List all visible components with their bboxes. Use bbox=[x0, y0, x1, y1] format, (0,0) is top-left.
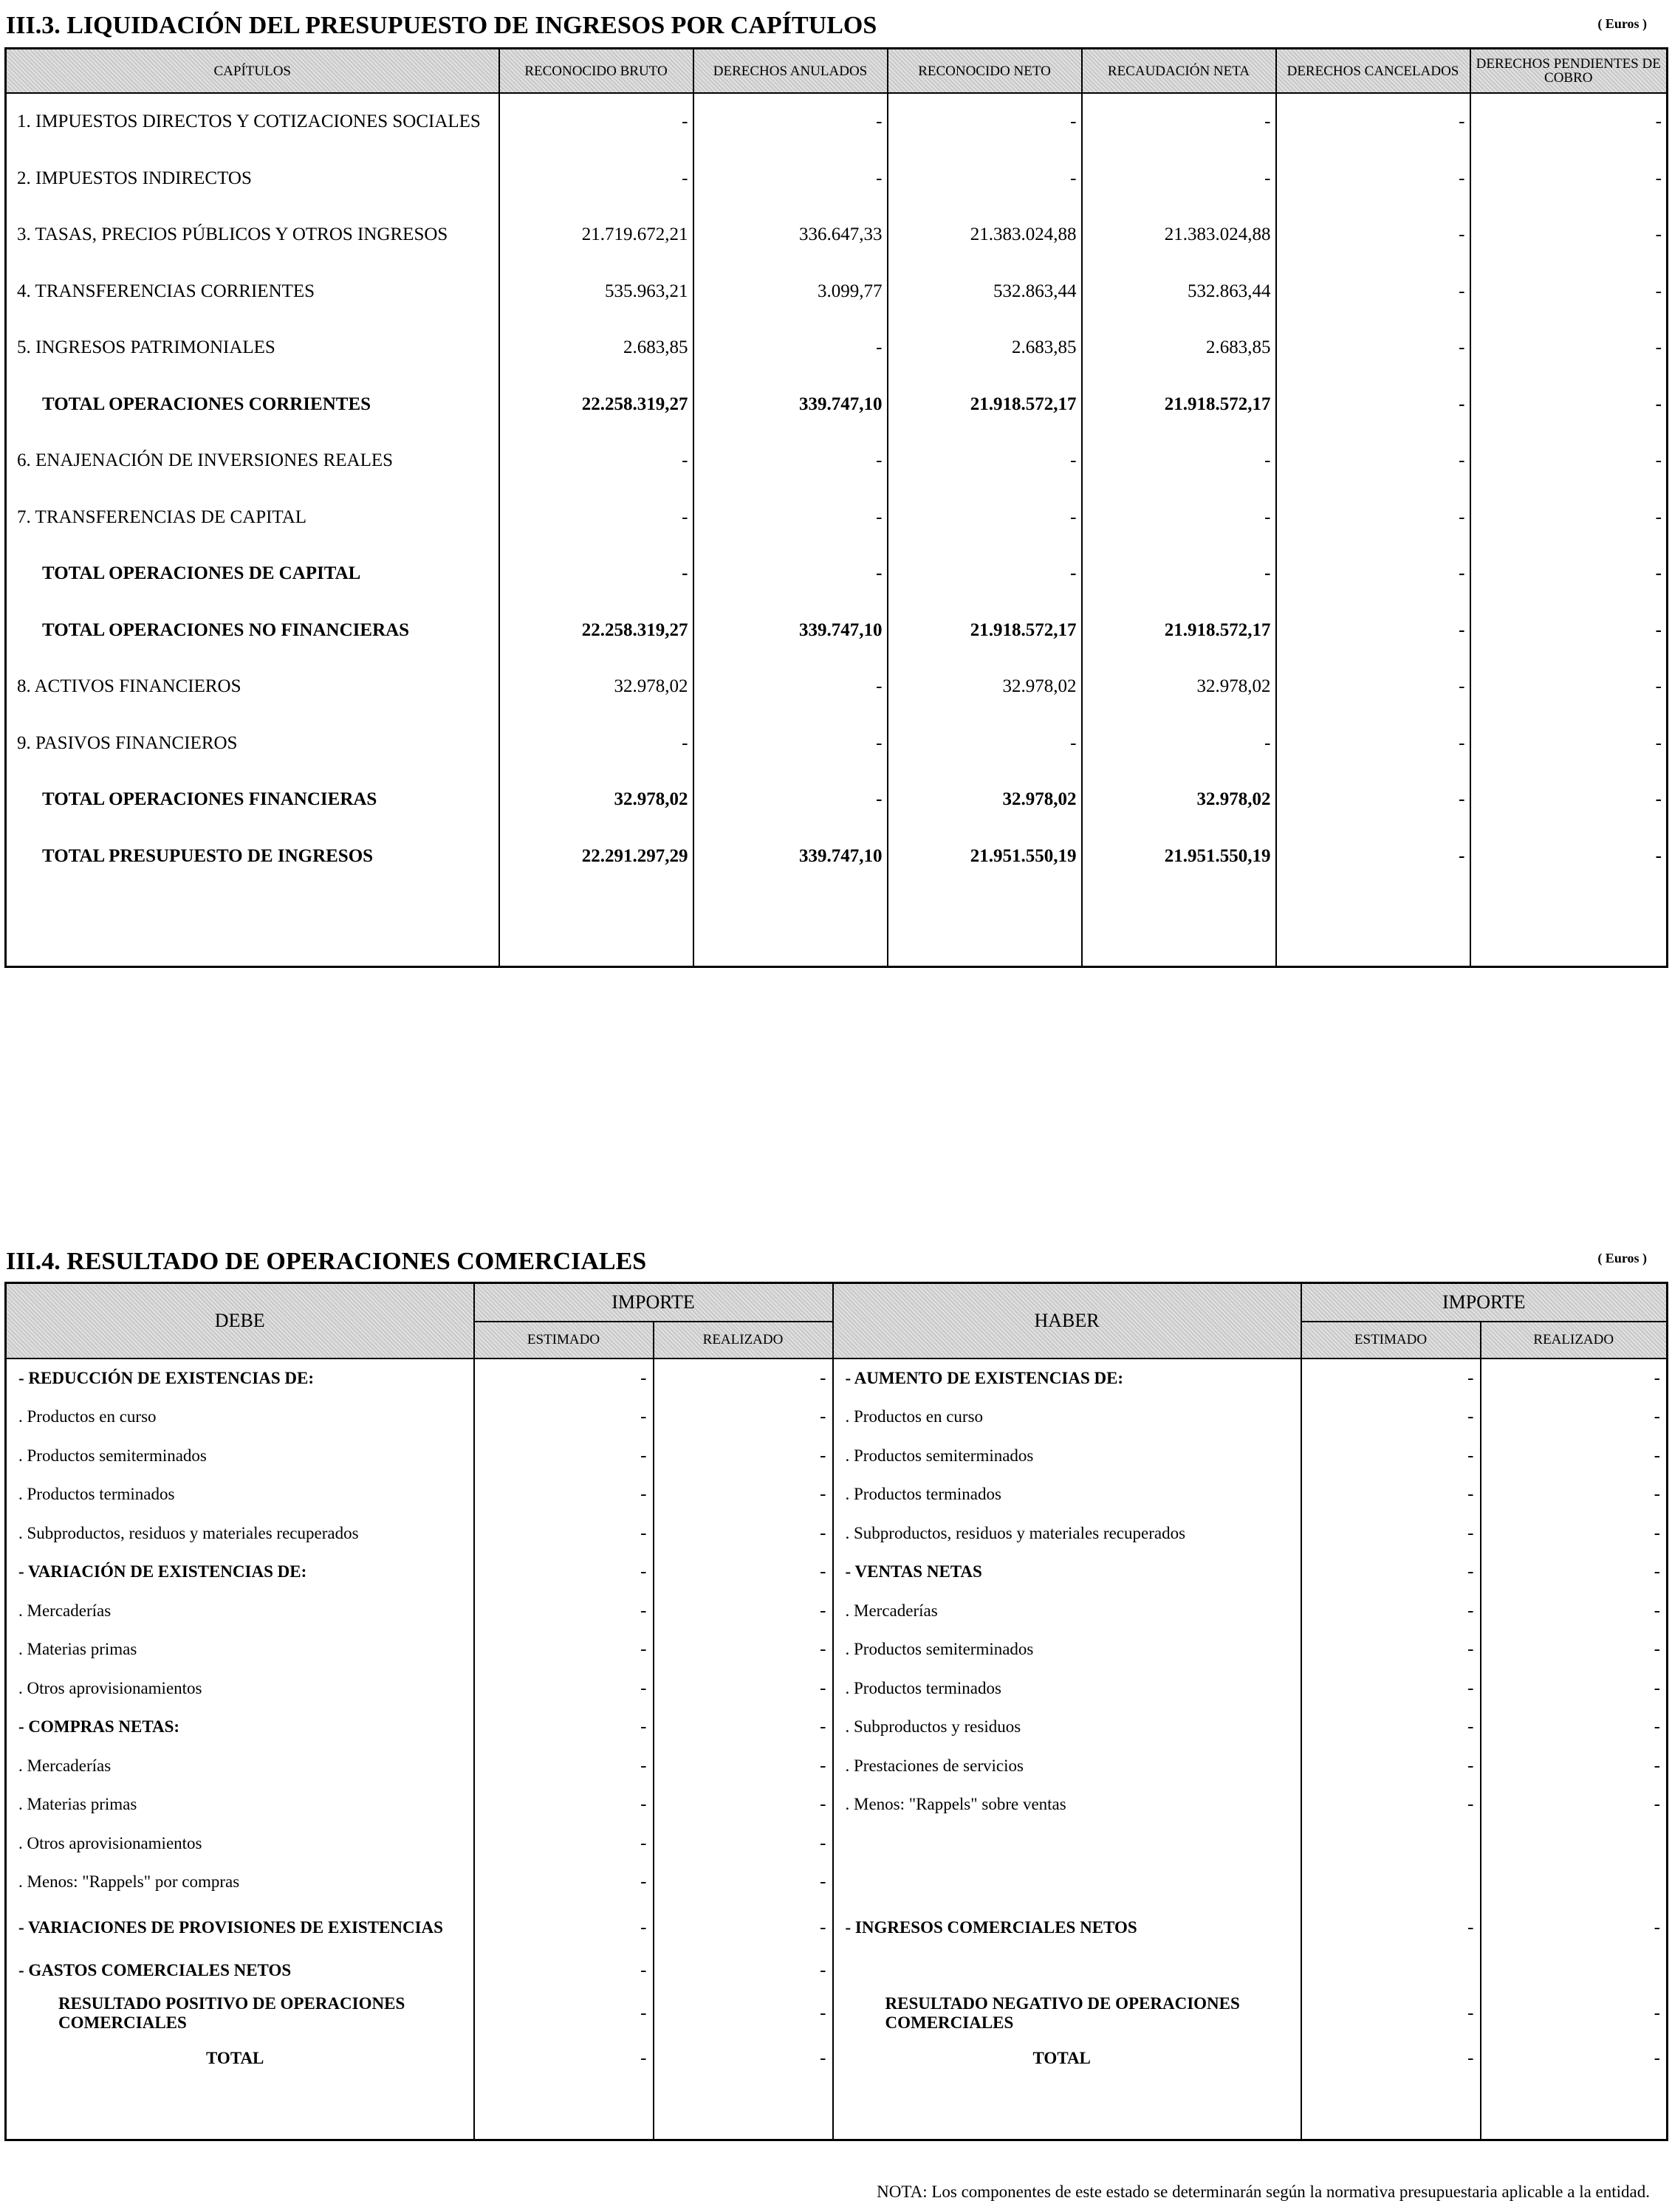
header-estimado-haber: ESTIMADO bbox=[1301, 1322, 1481, 1359]
budget-row-label: 2. IMPUESTOS INDIRECTOS bbox=[6, 151, 499, 207]
debe-estimado: - bbox=[474, 1824, 654, 1864]
budget-cell: - bbox=[1276, 772, 1470, 828]
budget-cell: - bbox=[1276, 602, 1470, 659]
header-realizado-haber: REALIZADO bbox=[1481, 1322, 1668, 1359]
budget-cell: 2.683,85 bbox=[888, 320, 1082, 377]
haber-realizado bbox=[1481, 1824, 1668, 1864]
haber-estimado: - bbox=[1301, 1988, 1481, 2039]
debe-realizado: - bbox=[654, 1437, 833, 1476]
debe-realizado: - bbox=[654, 1514, 833, 1553]
commercial-operations-table bbox=[4, 1282, 1668, 2141]
debe-estimado: - bbox=[474, 1708, 654, 1747]
haber-realizado: - bbox=[1481, 1630, 1668, 1669]
budget-cell: - bbox=[499, 490, 693, 546]
debe-estimado: - bbox=[474, 1785, 654, 1824]
budget-cell: - bbox=[693, 490, 888, 546]
debe-realizado: - bbox=[654, 1988, 833, 2039]
debe-label: TOTAL bbox=[6, 2039, 474, 2078]
budget-row-label: 3. TASAS, PRECIOS PÚBLICOS Y OTROS INGRESOS bbox=[6, 207, 499, 264]
debe-realizado: - bbox=[654, 1863, 833, 1902]
empty-cell bbox=[499, 885, 693, 967]
budget-cell: 339.747,10 bbox=[693, 828, 888, 885]
debe-label: . Materias primas bbox=[6, 1785, 474, 1824]
footnote: NOTA: Los componentes de este estado se determinarán según la normativa presupuestaria aplicable a la entidad. bbox=[877, 2182, 1650, 2201]
commercial-row bbox=[6, 1988, 1668, 2039]
haber-estimado: - bbox=[1301, 1708, 1481, 1747]
budget-row bbox=[6, 320, 1668, 377]
budget-cell: 21.719.672,21 bbox=[499, 207, 693, 264]
budget-row bbox=[6, 151, 1668, 207]
budget-cell: - bbox=[499, 715, 693, 772]
commercial-empty-row bbox=[6, 2078, 1668, 2140]
budget-cell: - bbox=[1276, 377, 1470, 433]
debe-realizado: - bbox=[654, 1708, 833, 1747]
budget-row-label: TOTAL OPERACIONES FINANCIERAS bbox=[6, 772, 499, 828]
header-importe-haber: IMPORTE bbox=[1301, 1283, 1668, 1322]
haber-label: RESULTADO NEGATIVO DE OPERACIONES COMERCIALES bbox=[833, 1988, 1301, 2039]
budget-row bbox=[6, 264, 1668, 320]
budget-cell: - bbox=[1470, 151, 1668, 207]
debe-realizado: - bbox=[654, 1398, 833, 1437]
haber-label bbox=[833, 1863, 1301, 1902]
debe-estimado: - bbox=[474, 2039, 654, 2078]
debe-realizado: - bbox=[654, 1902, 833, 1954]
header-recaudacion-neta: RECAUDACIÓN NETA bbox=[1082, 49, 1276, 94]
haber-label: - AUMENTO DE EXISTENCIAS DE: bbox=[833, 1359, 1301, 1398]
haber-realizado: - bbox=[1481, 1553, 1668, 1592]
budget-cell: 22.291.297,29 bbox=[499, 828, 693, 885]
debe-label: . Mercaderías bbox=[6, 1747, 474, 1786]
budget-cell: - bbox=[1082, 433, 1276, 490]
haber-estimado: - bbox=[1301, 1902, 1481, 1954]
debe-estimado: - bbox=[474, 1902, 654, 1954]
budget-cell: - bbox=[1470, 659, 1668, 715]
header-derechos-cancelados: DERECHOS CANCELADOS bbox=[1276, 49, 1470, 94]
budget-cell: - bbox=[1470, 433, 1668, 490]
commercial-row bbox=[6, 1630, 1668, 1669]
haber-estimado: - bbox=[1301, 1553, 1481, 1592]
budget-row bbox=[6, 602, 1668, 659]
header-estimado-debe: ESTIMADO bbox=[474, 1322, 654, 1359]
haber-realizado: - bbox=[1481, 1398, 1668, 1437]
budget-cell: - bbox=[1082, 151, 1276, 207]
budget-cell: 535.963,21 bbox=[499, 264, 693, 320]
commercial-header-row-1 bbox=[6, 1283, 1668, 1322]
haber-estimado: - bbox=[1301, 1592, 1481, 1631]
haber-realizado: - bbox=[1481, 1437, 1668, 1476]
budget-cell: 2.683,85 bbox=[499, 320, 693, 377]
budget-row-label: 4. TRANSFERENCIAS CORRIENTES bbox=[6, 264, 499, 320]
budget-cell: - bbox=[1276, 715, 1470, 772]
budget-cell: - bbox=[693, 772, 888, 828]
haber-realizado: - bbox=[1481, 1785, 1668, 1824]
budget-row bbox=[6, 433, 1668, 490]
haber-estimado: - bbox=[1301, 1398, 1481, 1437]
haber-realizado bbox=[1481, 1863, 1668, 1902]
budget-cell: 21.918.572,17 bbox=[1082, 377, 1276, 433]
haber-label: . Mercaderías bbox=[833, 1592, 1301, 1631]
commercial-row bbox=[6, 1902, 1668, 1954]
haber-label: . Productos semiterminados bbox=[833, 1437, 1301, 1476]
budget-cell: 21.951.550,19 bbox=[1082, 828, 1276, 885]
debe-label: . Productos terminados bbox=[6, 1475, 474, 1514]
header-derechos-anulados: DERECHOS ANULADOS bbox=[693, 49, 888, 94]
header-reconocido-neto: RECONOCIDO NETO bbox=[888, 49, 1082, 94]
haber-label: - INGRESOS COMERCIALES NETOS bbox=[833, 1902, 1301, 1954]
commercial-row bbox=[6, 1708, 1668, 1747]
budget-row-label: 1. IMPUESTOS DIRECTOS Y COTIZACIONES SOCIALES bbox=[6, 93, 499, 151]
empty-cell bbox=[693, 885, 888, 967]
haber-label: . Productos terminados bbox=[833, 1475, 1301, 1514]
budget-cell: - bbox=[1276, 320, 1470, 377]
haber-label: . Subproductos, residuos y materiales recuperados bbox=[833, 1514, 1301, 1553]
budget-row bbox=[6, 659, 1668, 715]
debe-realizado: - bbox=[654, 1475, 833, 1514]
debe-estimado: - bbox=[474, 1954, 654, 1988]
income-budget-header-row bbox=[6, 49, 1668, 94]
income-budget-table bbox=[4, 47, 1668, 968]
debe-realizado: - bbox=[654, 1824, 833, 1864]
budget-cell: - bbox=[1276, 546, 1470, 602]
budget-cell: 22.258.319,27 bbox=[499, 602, 693, 659]
debe-estimado: - bbox=[474, 1398, 654, 1437]
budget-cell: - bbox=[888, 490, 1082, 546]
budget-cell: 339.747,10 bbox=[693, 602, 888, 659]
budget-cell: - bbox=[1470, 320, 1668, 377]
empty-cell bbox=[1082, 885, 1276, 967]
haber-estimado: - bbox=[1301, 1747, 1481, 1786]
budget-cell: 32.978,02 bbox=[499, 659, 693, 715]
debe-label: - VARIACIÓN DE EXISTENCIAS DE: bbox=[6, 1553, 474, 1592]
haber-realizado: - bbox=[1481, 1592, 1668, 1631]
haber-realizado: - bbox=[1481, 1514, 1668, 1553]
budget-cell: 32.978,02 bbox=[1082, 772, 1276, 828]
haber-realizado bbox=[1481, 1954, 1668, 1988]
debe-label: . Productos semiterminados bbox=[6, 1437, 474, 1476]
debe-realizado: - bbox=[654, 1747, 833, 1786]
empty-cell bbox=[888, 885, 1082, 967]
debe-estimado: - bbox=[474, 1669, 654, 1708]
commercial-row bbox=[6, 1747, 1668, 1786]
empty-cell bbox=[833, 2078, 1301, 2140]
haber-label: . Productos terminados bbox=[833, 1669, 1301, 1708]
budget-cell: - bbox=[1276, 659, 1470, 715]
budget-row bbox=[6, 828, 1668, 885]
haber-label bbox=[833, 1824, 1301, 1864]
commercial-row bbox=[6, 2039, 1668, 2078]
budget-cell: - bbox=[693, 433, 888, 490]
budget-cell: - bbox=[693, 546, 888, 602]
empty-cell bbox=[1276, 885, 1470, 967]
haber-estimado: - bbox=[1301, 2039, 1481, 2078]
haber-label: . Productos semiterminados bbox=[833, 1630, 1301, 1669]
commercial-row bbox=[6, 1863, 1668, 1902]
header-importe-debe: IMPORTE bbox=[474, 1283, 833, 1322]
budget-cell: - bbox=[499, 93, 693, 151]
budget-row-label: 7. TRANSFERENCIAS DE CAPITAL bbox=[6, 490, 499, 546]
debe-estimado: - bbox=[474, 1630, 654, 1669]
debe-realizado: - bbox=[654, 1553, 833, 1592]
haber-estimado: - bbox=[1301, 1514, 1481, 1553]
debe-realizado: - bbox=[654, 1785, 833, 1824]
header-debe: DEBE bbox=[6, 1283, 474, 1359]
budget-row bbox=[6, 207, 1668, 264]
budget-row-label: 6. ENAJENACIÓN DE INVERSIONES REALES bbox=[6, 433, 499, 490]
haber-realizado: - bbox=[1481, 1988, 1668, 2039]
debe-label: . Materias primas bbox=[6, 1630, 474, 1669]
section4-title: III.4. RESULTADO DE OPERACIONES COMERCIALES bbox=[6, 1248, 647, 1275]
budget-cell: - bbox=[1470, 377, 1668, 433]
debe-estimado: - bbox=[474, 1592, 654, 1631]
haber-label: . Productos en curso bbox=[833, 1398, 1301, 1437]
debe-realizado: - bbox=[654, 1359, 833, 1398]
haber-label: TOTAL bbox=[833, 2039, 1301, 2078]
commercial-row bbox=[6, 1437, 1668, 1476]
haber-realizado: - bbox=[1481, 1902, 1668, 1954]
haber-estimado: - bbox=[1301, 1630, 1481, 1669]
debe-label: . Productos en curso bbox=[6, 1398, 474, 1437]
budget-cell: - bbox=[888, 93, 1082, 151]
budget-cell: - bbox=[1470, 715, 1668, 772]
debe-realizado: - bbox=[654, 1954, 833, 1988]
haber-estimado: - bbox=[1301, 1785, 1481, 1824]
debe-label: . Mercaderías bbox=[6, 1592, 474, 1631]
debe-estimado: - bbox=[474, 1863, 654, 1902]
budget-cell: - bbox=[1470, 490, 1668, 546]
budget-cell: 21.918.572,17 bbox=[888, 602, 1082, 659]
budget-cell: - bbox=[1470, 546, 1668, 602]
debe-estimado: - bbox=[474, 1359, 654, 1398]
commercial-row bbox=[6, 1669, 1668, 1708]
budget-cell: - bbox=[1470, 93, 1668, 151]
debe-label: - VARIACIONES DE PROVISIONES DE EXISTENCIAS bbox=[6, 1902, 474, 1954]
budget-cell: 21.383.024,88 bbox=[888, 207, 1082, 264]
budget-cell: - bbox=[693, 715, 888, 772]
budget-cell: - bbox=[1276, 828, 1470, 885]
debe-realizado: - bbox=[654, 1630, 833, 1669]
budget-cell: 32.978,02 bbox=[888, 659, 1082, 715]
budget-row bbox=[6, 546, 1668, 602]
budget-cell: 532.863,44 bbox=[888, 264, 1082, 320]
budget-row-label: TOTAL OPERACIONES CORRIENTES bbox=[6, 377, 499, 433]
budget-cell: 21.918.572,17 bbox=[888, 377, 1082, 433]
budget-cell: 21.918.572,17 bbox=[1082, 602, 1276, 659]
budget-row bbox=[6, 772, 1668, 828]
empty-cell bbox=[654, 2078, 833, 2140]
commercial-row bbox=[6, 1592, 1668, 1631]
budget-cell: - bbox=[888, 715, 1082, 772]
haber-label: . Subproductos y residuos bbox=[833, 1708, 1301, 1747]
haber-estimado: - bbox=[1301, 1437, 1481, 1476]
commercial-row bbox=[6, 1514, 1668, 1553]
budget-cell: - bbox=[1276, 151, 1470, 207]
budget-cell: - bbox=[693, 151, 888, 207]
budget-cell: 339.747,10 bbox=[693, 377, 888, 433]
haber-estimado bbox=[1301, 1824, 1481, 1864]
haber-realizado: - bbox=[1481, 1475, 1668, 1514]
empty-cell bbox=[1470, 885, 1668, 967]
header-derechos-pendientes: DERECHOS PENDIENTES DE COBRO bbox=[1470, 49, 1668, 94]
haber-realizado: - bbox=[1481, 1359, 1668, 1398]
budget-row-label: 9. PASIVOS FINANCIEROS bbox=[6, 715, 499, 772]
debe-label: . Otros aprovisionamientos bbox=[6, 1669, 474, 1708]
budget-empty-row bbox=[6, 885, 1668, 967]
budget-row bbox=[6, 93, 1668, 151]
header-realizado-debe: REALIZADO bbox=[654, 1322, 833, 1359]
budget-cell: - bbox=[1276, 264, 1470, 320]
haber-estimado bbox=[1301, 1863, 1481, 1902]
haber-label: - VENTAS NETAS bbox=[833, 1553, 1301, 1592]
budget-cell: - bbox=[693, 659, 888, 715]
haber-label: . Prestaciones de servicios bbox=[833, 1747, 1301, 1786]
budget-cell: - bbox=[1470, 602, 1668, 659]
haber-estimado: - bbox=[1301, 1359, 1481, 1398]
debe-realizado: - bbox=[654, 1592, 833, 1631]
budget-cell: - bbox=[888, 433, 1082, 490]
section3-title: III.3. LIQUIDACIÓN DEL PRESUPUESTO DE INGRESOS POR CAPÍTULOS bbox=[6, 12, 877, 39]
budget-cell: - bbox=[1082, 93, 1276, 151]
empty-cell bbox=[1301, 2078, 1481, 2140]
budget-cell: - bbox=[693, 93, 888, 151]
budget-row-label: 5. INGRESOS PATRIMONIALES bbox=[6, 320, 499, 377]
budget-cell: - bbox=[1276, 93, 1470, 151]
debe-estimado: - bbox=[474, 1437, 654, 1476]
empty-cell bbox=[474, 2078, 654, 2140]
commercial-row bbox=[6, 1954, 1668, 1988]
debe-realizado: - bbox=[654, 1669, 833, 1708]
budget-cell: - bbox=[693, 320, 888, 377]
budget-row-label: 8. ACTIVOS FINANCIEROS bbox=[6, 659, 499, 715]
commercial-row bbox=[6, 1359, 1668, 1398]
haber-realizado: - bbox=[1481, 1669, 1668, 1708]
debe-estimado: - bbox=[474, 1988, 654, 2039]
budget-cell: - bbox=[1276, 490, 1470, 546]
budget-cell: 22.258.319,27 bbox=[499, 377, 693, 433]
budget-row bbox=[6, 377, 1668, 433]
haber-label bbox=[833, 1954, 1301, 1988]
debe-label: - COMPRAS NETAS: bbox=[6, 1708, 474, 1747]
budget-cell: 21.951.550,19 bbox=[888, 828, 1082, 885]
empty-cell bbox=[6, 2078, 474, 2140]
budget-cell: - bbox=[1276, 433, 1470, 490]
budget-cell: - bbox=[1082, 715, 1276, 772]
header-capitulos: CAPÍTULOS bbox=[6, 49, 499, 94]
budget-cell: 532.863,44 bbox=[1082, 264, 1276, 320]
budget-row bbox=[6, 715, 1668, 772]
debe-label: . Subproductos, residuos y materiales recuperados bbox=[6, 1514, 474, 1553]
debe-estimado: - bbox=[474, 1747, 654, 1786]
commercial-row bbox=[6, 1824, 1668, 1864]
debe-estimado: - bbox=[474, 1475, 654, 1514]
debe-realizado: - bbox=[654, 2039, 833, 2078]
budget-cell: - bbox=[499, 151, 693, 207]
haber-realizado: - bbox=[1481, 2039, 1668, 2078]
haber-estimado bbox=[1301, 1954, 1481, 1988]
header-haber: HABER bbox=[833, 1283, 1301, 1359]
budget-cell: - bbox=[499, 433, 693, 490]
budget-cell: - bbox=[1470, 207, 1668, 264]
budget-cell: 21.383.024,88 bbox=[1082, 207, 1276, 264]
budget-cell: - bbox=[499, 546, 693, 602]
budget-cell: - bbox=[1276, 207, 1470, 264]
budget-cell: 32.978,02 bbox=[1082, 659, 1276, 715]
budget-row-label: TOTAL OPERACIONES NO FINANCIERAS bbox=[6, 602, 499, 659]
budget-cell: 32.978,02 bbox=[888, 772, 1082, 828]
budget-cell: 32.978,02 bbox=[499, 772, 693, 828]
haber-estimado: - bbox=[1301, 1475, 1481, 1514]
debe-estimado: - bbox=[474, 1553, 654, 1592]
budget-row-label: TOTAL OPERACIONES DE CAPITAL bbox=[6, 546, 499, 602]
budget-cell: - bbox=[1082, 490, 1276, 546]
header-reconocido-bruto: RECONOCIDO BRUTO bbox=[499, 49, 693, 94]
budget-cell: - bbox=[1470, 772, 1668, 828]
haber-label: . Menos: "Rappels" sobre ventas bbox=[833, 1785, 1301, 1824]
commercial-row bbox=[6, 1785, 1668, 1824]
debe-label: RESULTADO POSITIVO DE OPERACIONES COMERCIALES bbox=[6, 1988, 474, 2039]
debe-label: . Menos: "Rappels" por compras bbox=[6, 1863, 474, 1902]
debe-label: . Otros aprovisionamientos bbox=[6, 1824, 474, 1864]
budget-cell: - bbox=[1470, 828, 1668, 885]
budget-cell: - bbox=[888, 151, 1082, 207]
empty-cell bbox=[1481, 2078, 1668, 2140]
budget-cell: 2.683,85 bbox=[1082, 320, 1276, 377]
commercial-row bbox=[6, 1398, 1668, 1437]
budget-cell: - bbox=[1082, 546, 1276, 602]
budget-row bbox=[6, 490, 1668, 546]
debe-label: - REDUCCIÓN DE EXISTENCIAS DE: bbox=[6, 1359, 474, 1398]
budget-cell: 336.647,33 bbox=[693, 207, 888, 264]
haber-realizado: - bbox=[1481, 1747, 1668, 1786]
commercial-row bbox=[6, 1553, 1668, 1592]
budget-row-label: TOTAL PRESUPUESTO DE INGRESOS bbox=[6, 828, 499, 885]
haber-realizado: - bbox=[1481, 1708, 1668, 1747]
haber-estimado: - bbox=[1301, 1669, 1481, 1708]
debe-estimado: - bbox=[474, 1514, 654, 1553]
budget-cell: - bbox=[1470, 264, 1668, 320]
section4-units: ( Euros ) bbox=[1597, 1251, 1647, 1265]
commercial-row bbox=[6, 1475, 1668, 1514]
section3-units: ( Euros ) bbox=[1597, 16, 1647, 31]
budget-cell: 3.099,77 bbox=[693, 264, 888, 320]
empty-cell bbox=[6, 885, 499, 967]
budget-cell: - bbox=[888, 546, 1082, 602]
debe-label: - GASTOS COMERCIALES NETOS bbox=[6, 1954, 474, 1988]
